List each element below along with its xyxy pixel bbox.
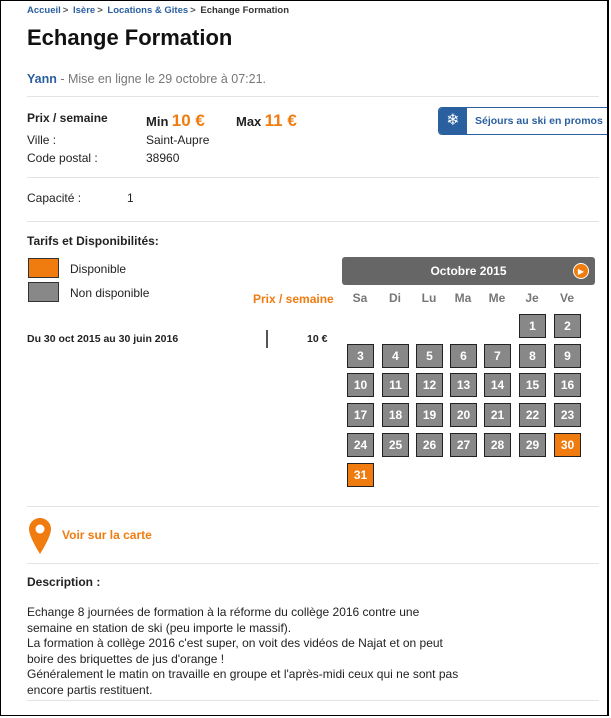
calendar-day-13[interactable]: 13	[450, 373, 477, 397]
next-month-icon[interactable]: ▶	[573, 263, 589, 279]
weekday-ma: Ma	[454, 291, 472, 305]
calendar-day-15[interactable]: 15	[519, 373, 546, 397]
period-range: Du 30 oct 2015 au 30 juin 2016	[27, 333, 179, 345]
calendar-day-1[interactable]: 1	[519, 314, 546, 338]
calendar-day-11[interactable]: 11	[382, 373, 409, 397]
calendar-day-31[interactable]: 31	[347, 463, 374, 487]
page-title: Echange Formation	[27, 25, 233, 50]
calendar-day-9[interactable]: 9	[554, 344, 581, 368]
divider	[27, 96, 599, 97]
legend-available-label: Disponible	[70, 262, 127, 276]
weekday-me: Me	[488, 291, 506, 305]
weekday-di: Di	[389, 291, 401, 305]
legend-unavailable-label: Non disponible	[70, 286, 150, 300]
calendar-day-23[interactable]: 23	[554, 403, 581, 427]
description-line: semaine en station de ski (peu importe le massif).	[27, 620, 292, 635]
breadcrumb	[27, 5, 289, 16]
post-date: - Mise en ligne le 29 octobre à 07:21.	[56, 72, 267, 86]
price-label: Prix / semaine	[27, 111, 108, 125]
breadcrumb-separator: >	[190, 5, 196, 16]
weekday-ve: Ve	[559, 291, 574, 305]
description-title: Description :	[27, 575, 101, 589]
calendar-day-20[interactable]: 20	[450, 403, 477, 427]
calendar-day-27[interactable]: 27	[450, 433, 477, 457]
breadcrumb-current: Echange Formation	[200, 5, 290, 16]
view-map-link[interactable]: Voir sur la carte	[62, 528, 152, 542]
calendar-day-16[interactable]: 16	[554, 373, 581, 397]
weekday-lu: Lu	[421, 291, 437, 305]
calendar-day-6[interactable]: 6	[450, 344, 477, 368]
divider	[27, 563, 599, 564]
capacity-value: 1	[127, 191, 134, 205]
tarifs-title: Tarifs et Disponibilités:	[27, 234, 159, 248]
calendar-day-25[interactable]: 25	[382, 433, 409, 457]
calendar-day-7[interactable]: 7	[484, 344, 511, 368]
calendar-day-29[interactable]: 29	[519, 433, 546, 457]
calendar-day-17[interactable]: 17	[347, 403, 374, 427]
calendar-day-2[interactable]: 2	[554, 314, 581, 338]
price-max-value: 11 €	[264, 111, 297, 130]
map-pin-icon[interactable]	[29, 518, 51, 554]
legend-unavailable-swatch	[28, 282, 59, 302]
breadcrumb-region[interactable]: Isère	[73, 5, 96, 16]
ski-promo-label: Séjours au ski en promos	[475, 115, 603, 127]
calendar-day-3[interactable]: 3	[347, 344, 374, 368]
capacity-label: Capacité :	[27, 191, 82, 205]
calendar-day-26[interactable]: 26	[416, 433, 443, 457]
calendar-day-24[interactable]: 24	[347, 433, 374, 457]
divider	[27, 221, 599, 222]
calendar-day-19[interactable]: 19	[416, 403, 443, 427]
ski-promo-button[interactable]	[438, 107, 609, 135]
price-max	[236, 111, 297, 131]
breadcrumb-separator: >	[62, 5, 69, 16]
divider	[27, 700, 599, 701]
calendar-day-5[interactable]: 5	[416, 344, 443, 368]
breadcrumb-separator: >	[97, 5, 103, 16]
calendar-day-21[interactable]: 21	[484, 403, 511, 427]
price-min	[146, 111, 205, 131]
author-name[interactable]: Yann	[27, 72, 57, 86]
author-line	[27, 72, 266, 86]
price-per-week-header: Prix / semaine	[253, 292, 334, 306]
calendar-day-30[interactable]: 30	[554, 433, 581, 457]
calendar-day-8[interactable]: 8	[519, 344, 546, 368]
price-min-label: Min	[146, 114, 169, 129]
calendar-day-18[interactable]: 18	[382, 403, 409, 427]
calendar-day-22[interactable]: 22	[519, 403, 546, 427]
snowflake-icon: ❄	[439, 108, 467, 134]
divider	[27, 177, 599, 178]
breadcrumb-category[interactable]: Locations & Gites	[107, 5, 189, 16]
description-line: La formation à collège 2016 c'est super, on voit des vidéos de Najat et on peut	[27, 636, 443, 650]
description-line: Généralement le matin on travaille en groupe et l'après-midi ceux qui ne sont pas	[27, 667, 459, 681]
price-min-value: 10 €	[171, 111, 205, 130]
description-line: boire des briquettes de jus d'orange !	[27, 651, 225, 666]
breadcrumb-home[interactable]: Accueil	[27, 5, 61, 16]
period-divider	[266, 330, 268, 348]
description-line: encore partis restituent.	[27, 682, 153, 697]
period-price: 10 €	[307, 333, 328, 345]
price-max-label: Max	[236, 114, 262, 129]
calendar-month: Octobre 2015	[342, 257, 595, 285]
calendar-day-14[interactable]: 14	[484, 373, 511, 397]
calendar-day-12[interactable]: 12	[416, 373, 443, 397]
weekday-sa: Sa	[352, 291, 368, 305]
weekday-je: Je	[525, 291, 539, 305]
description-line: Echange 8 journées de formation à la réforme du collège 2016 contre une	[27, 605, 420, 619]
description-text	[27, 605, 497, 698]
postal-label: Code postal :	[27, 151, 98, 165]
postal-value: 38960	[146, 151, 180, 165]
calendar-day-4[interactable]: 4	[382, 344, 409, 368]
calendar-day-10[interactable]: 10	[347, 373, 374, 397]
legend-available-swatch	[28, 258, 59, 278]
divider	[27, 506, 599, 507]
calendar-day-28[interactable]: 28	[484, 433, 511, 457]
ville-value: Saint-Aupre	[146, 133, 210, 147]
ville-label: Ville :	[27, 133, 57, 147]
